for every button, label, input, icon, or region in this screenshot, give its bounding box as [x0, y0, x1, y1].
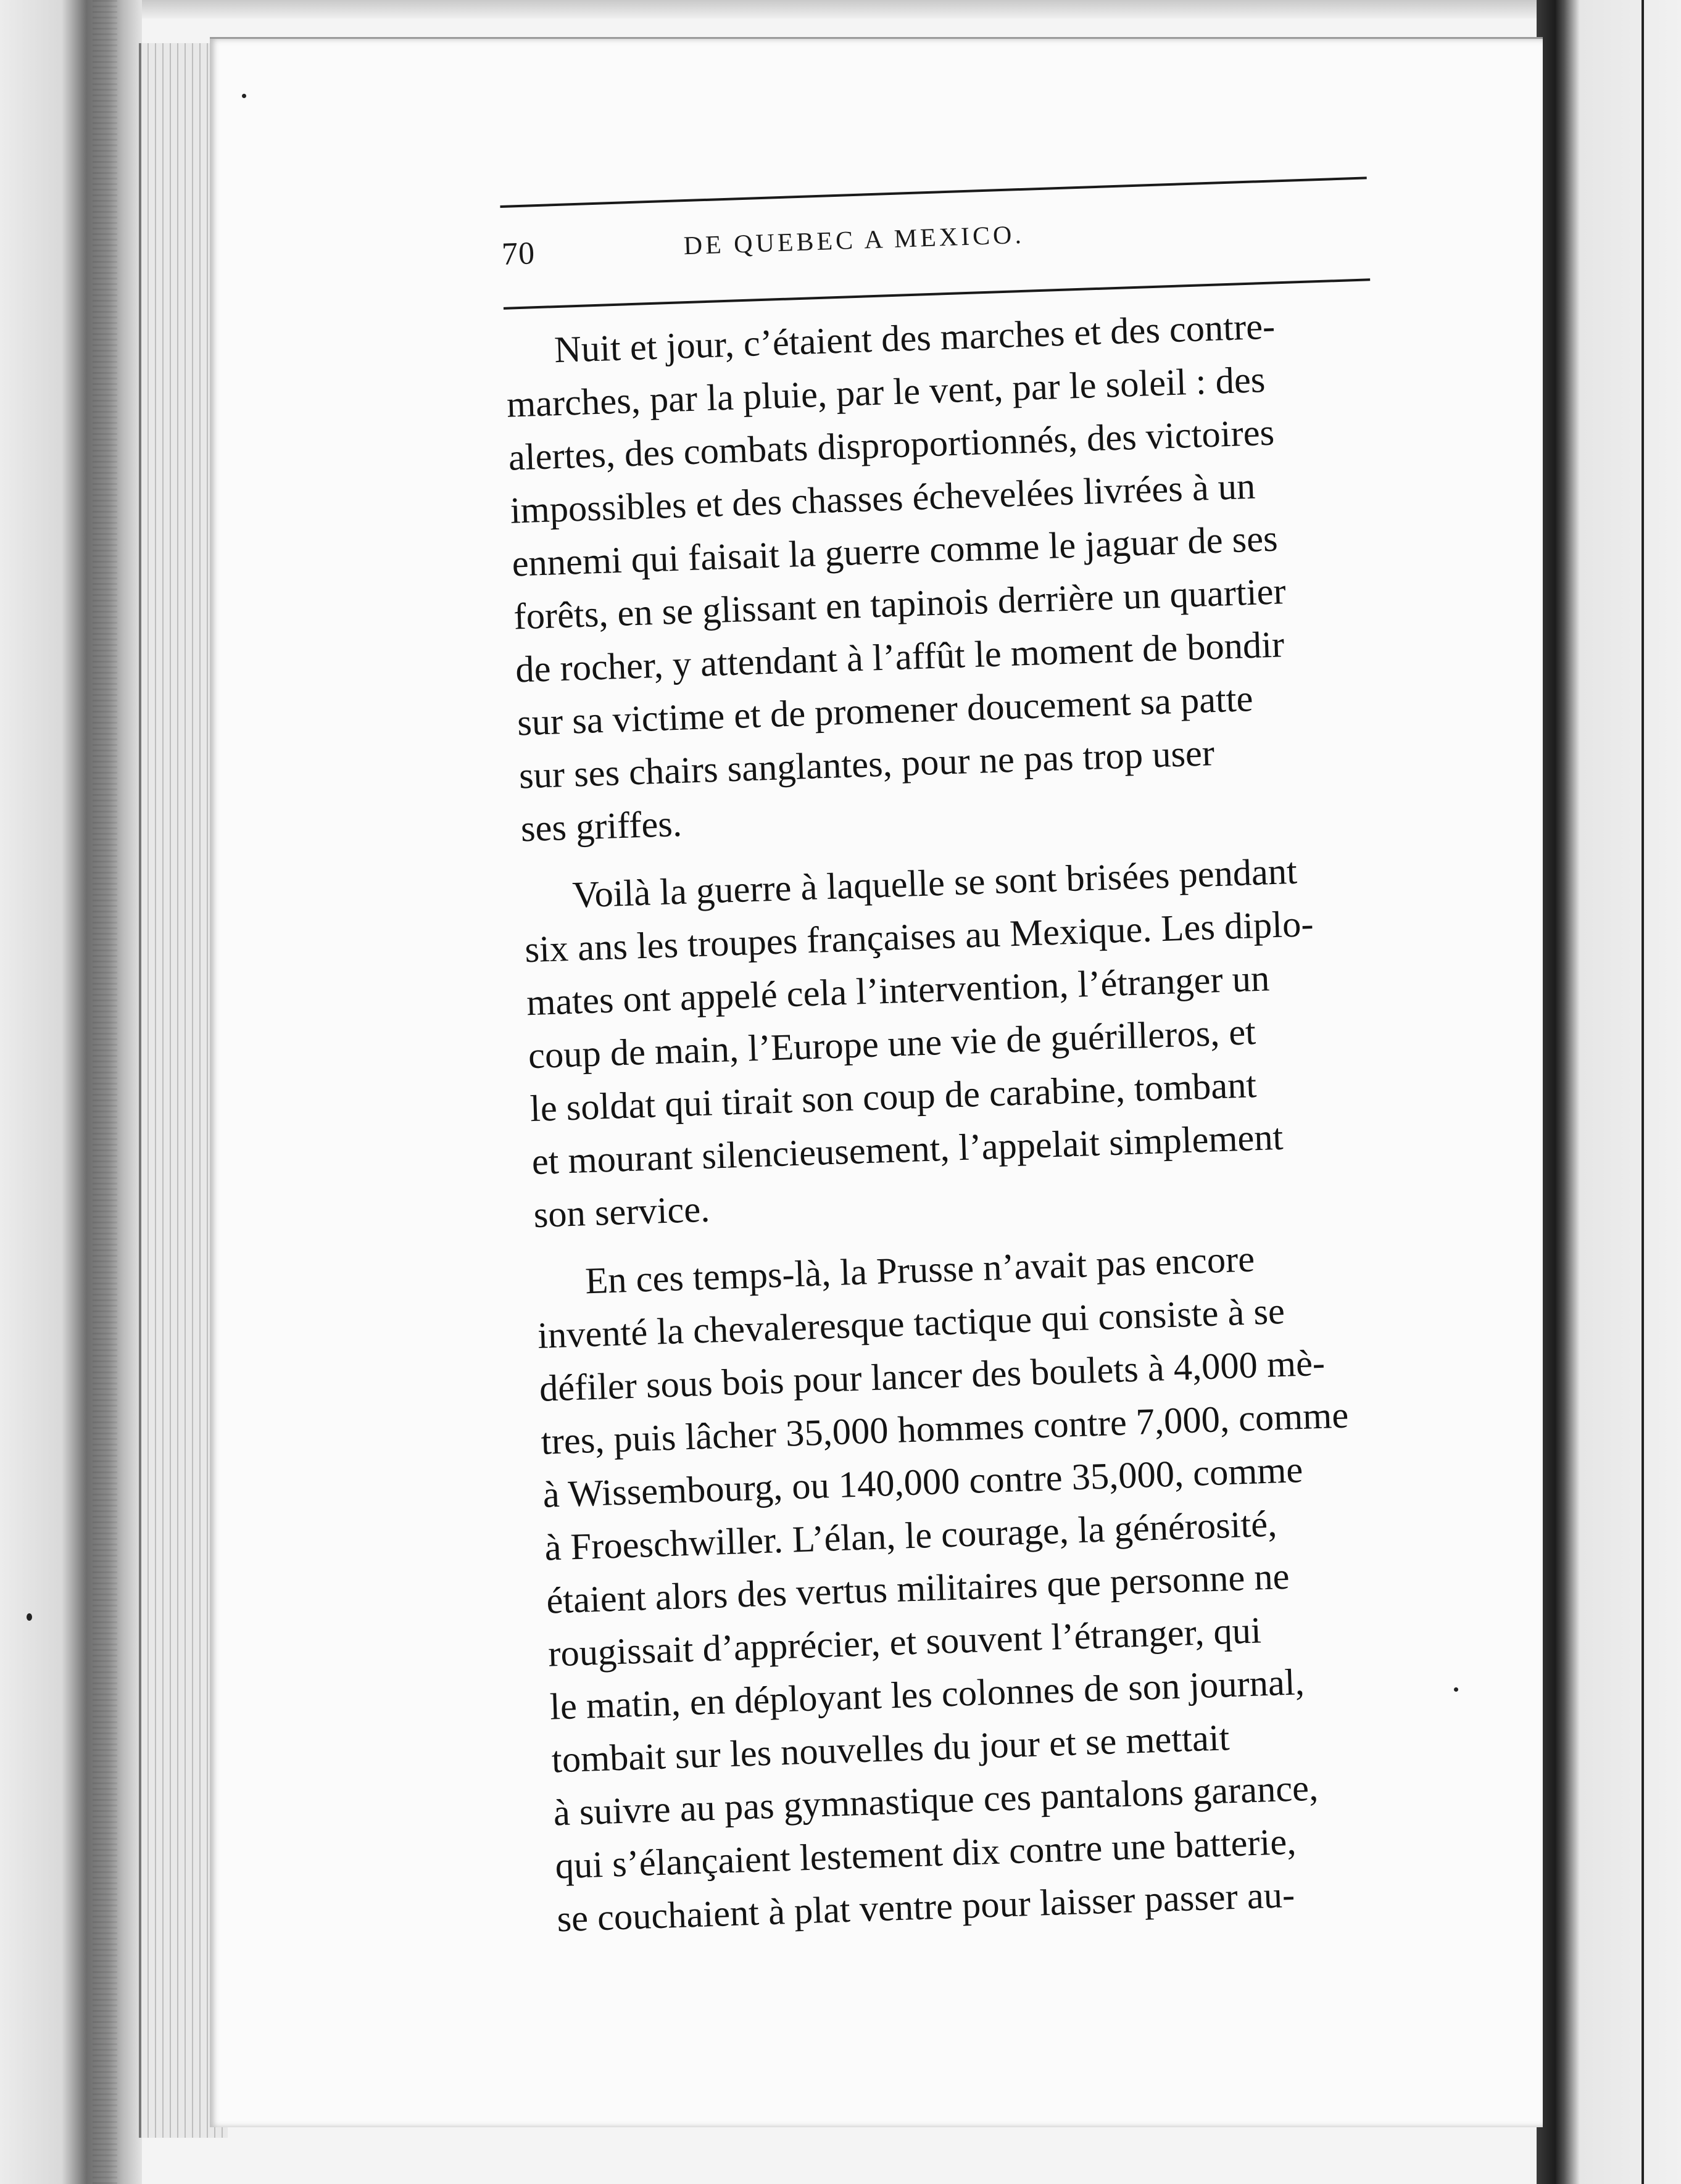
body-text	[504, 297, 1425, 1961]
paragraph-1: Nuit et jour, c’étaient des marches et des contre- marches, par la pluie, par le vent, par le soleil : des alertes, des combats disproportionnés, des victoires impossibles et des chasses échevelées livrées à un ennemi qui faisait la guerre comme le jaguar de ses forêts, en se glissant en tapinois derrière un quartier de rocher, y attendant à l’affût le moment de bondir sur sa victime et de promener doucement sa patte sur ses chairs sanglantes, pour ne pas trop user ses griffes.	[506, 305, 1287, 850]
paragraph-2: Voilà la guerre à laquelle se sont brisées pendant six ans les troupes françaises au Mexique. Les diplo- mates ont appelé cela l’intervention, l’étranger un coup de main, l’Europe une vie de guérilleros, et le soldat qui tirait son coup de carabine, tombant et mourant silencieusement, l’appelait simplement son service.	[524, 850, 1314, 1236]
paragraph-3: En ces temps-là, la Prusse n’avait pas encore inventé la chevaleresque tactique qui consiste à se défiler sous bois pour lancer des boulets à 4,000 mè- tres, puis lâcher 35,000 hommes contre 7,000, comme à Wissembourg, ou 140,000 contre 35,000, comme à Froeschwiller. L’élan, le courage, la générosité, étaient alors des vertus militaires que personne ne rougissait d’apprécier, et souvent l’étranger, qui le matin, en déployant les colonnes de son journal, tombait sur les nouvelles du jour et se mettait à suivre au pas gymnastique ces pantalons garance, qui s’élançaient lestement dix contre une batterie, se couchaient à plat ventre pour laisser passer au-	[537, 1238, 1350, 1940]
scan-speck	[242, 94, 246, 98]
header-rule-top	[500, 176, 1366, 208]
page-content	[196, 17, 1597, 2149]
running-title: DE QUEBEC A MEXICO.	[683, 220, 1025, 261]
scan-left-border	[0, 0, 142, 2184]
scan-top-border	[0, 0, 1681, 19]
scan-right-edge	[1642, 0, 1644, 2184]
page-number: 70	[501, 236, 536, 272]
book-page	[210, 37, 1543, 2127]
scan-speck	[27, 1613, 32, 1621]
scan-speck	[1454, 1687, 1458, 1692]
